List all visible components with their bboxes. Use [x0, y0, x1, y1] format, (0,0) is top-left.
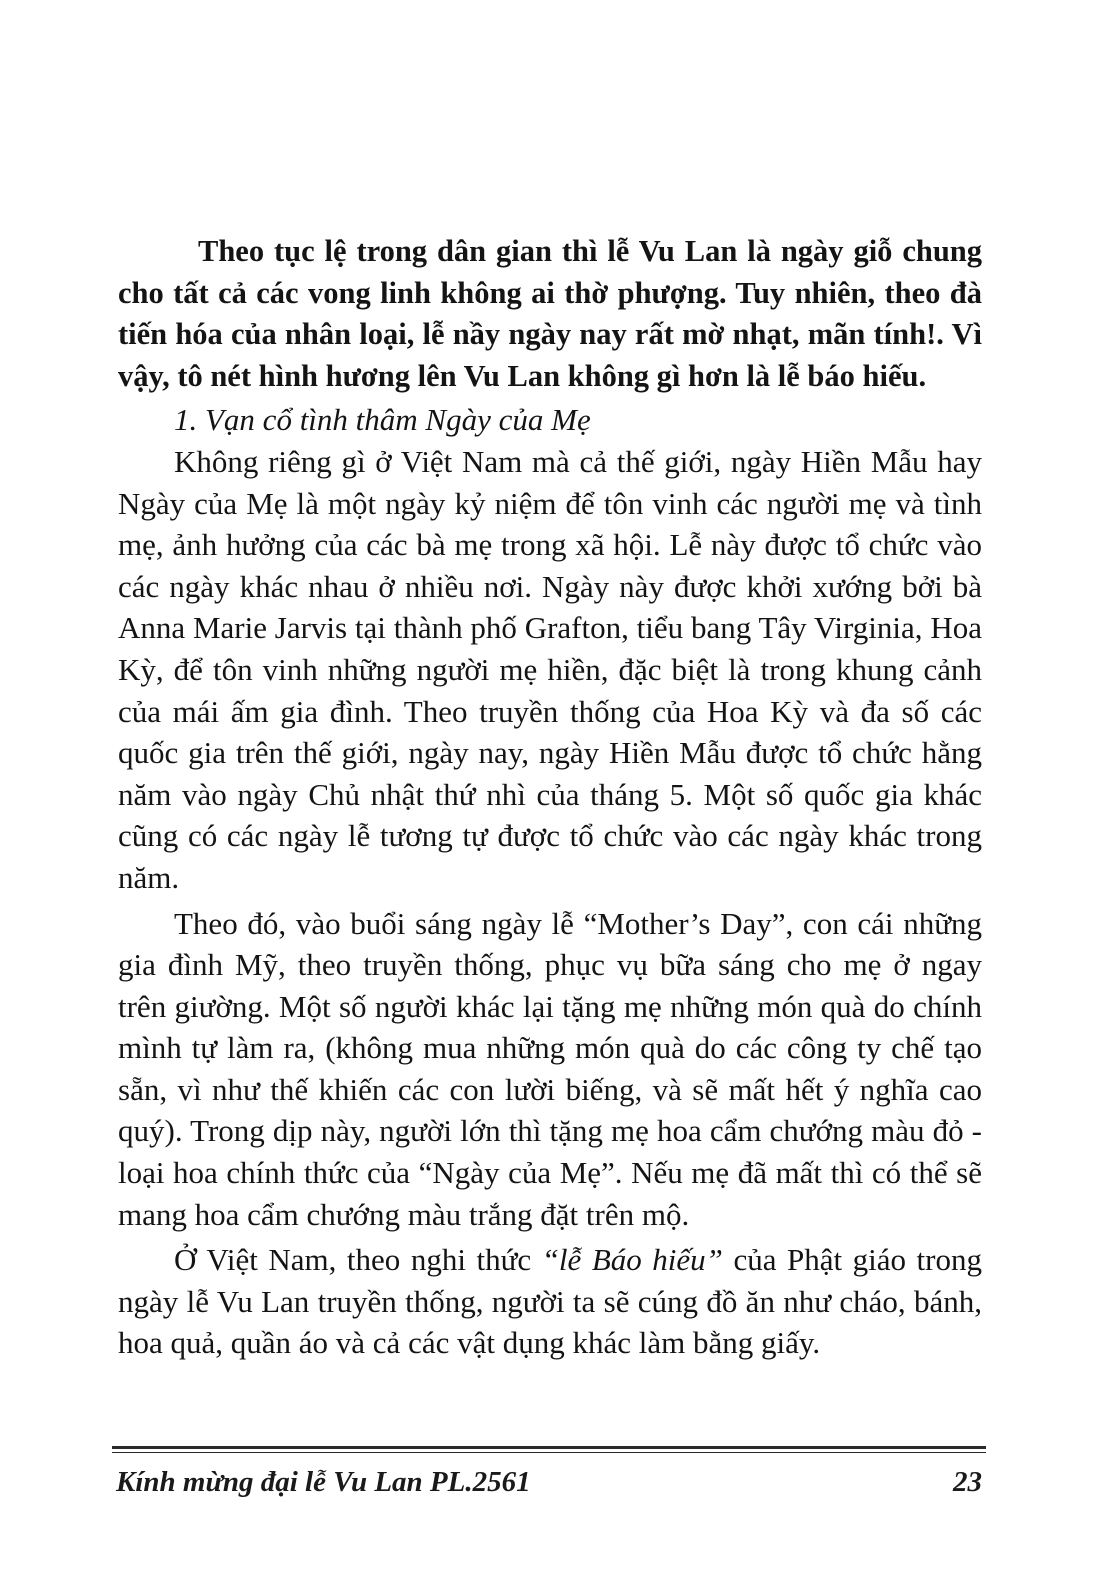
intro-paragraph: Theo tục lệ trong dân gian thì lễ Vu Lan là ngày giỗ chung cho tất cả các vong linh không ai thờ phượng. Tuy nhiên, theo đà tiến hóa của nhân loại, lễ nầy ngày nay rất mờ nhạt, mãn tính!. Vì vậy, tô nét hình hương lên Vu Lan không gì hơn là lễ báo hiếu. [118, 234, 982, 393]
paragraph-mothers-day-origin: Không riêng gì ở Việt Nam mà cả thế giới, ngày Hiền Mẫu hay Ngày của Mẹ là một ngày kỷ niệm để tôn vinh các người mẹ và tình mẹ, ảnh hưởng của các bà mẹ trong xã hội. Lễ này được tổ chức vào các ngày khác nhau ở nhiều nơi. Ngày này được khởi xướng bởi bà Anna Marie Jarvis tại thành phố Grafton, tiểu bang Tây Virginia, Hoa Kỳ, để tôn vinh những người mẹ hiền, đặc biệt là trong khung cảnh của mái ấm gia đình. Theo truyền thống của Hoa Kỳ và đa số các quốc gia trên thế giới, ngày nay, ngày Hiền Mẫu được tổ chức hằng năm vào ngày Chủ nhật thứ nhì của tháng 5. Một số quốc gia khác cũng có các ngày lễ tương tự được tổ chức vào các ngày khác trong năm. [118, 443, 982, 895]
vietnam-text-end: của Phật giáo trong ngày lễ Vu Lan truyền thống, người ta sẽ cúng đồ ăn như cháo, bánh, hoa quả, quần áo và cả các vật dụng khác làm bằng giấy. [118, 1242, 982, 1361]
footer-title: Kính mừng đại lễ Vu Lan PL.2561 [116, 1466, 531, 1498]
paragraph-vietnam-tradition [118, 1239, 982, 1364]
footer-rule-thin [112, 1452, 986, 1453]
paragraph-us-tradition: Theo đó, vào buổi sáng ngày lễ “Mother’s Day”, con cái những gia đình Mỹ, theo truyền thống, phục vụ bữa sáng cho mẹ ở ngay trên giường. Một số người khác lại tặng mẹ những món quà do chính mình tự làm ra, (không mua những món quà do các công ty chế tạo sẵn, vì như thế khiến các con lười biếng, và sẽ mất hết ý nghĩa cao quý). Trong dịp này, người lớn thì tặng mẹ hoa cẩm chướng màu đỏ - loại hoa chính thức của “Ngày của Mẹ”. Nếu mẹ đã mất thì có thể sẽ mang hoa cẩm chướng màu trắng đặt trên mộ. [118, 905, 982, 1232]
bao-hieu-term: “lễ Báo hiếu” [541, 1242, 723, 1278]
page-body [118, 231, 982, 1364]
section-heading: 1. Vạn cổ tình thâm Ngày của Mẹ [174, 402, 591, 438]
page-number: 23 [953, 1466, 982, 1498]
footer-rule-thick [112, 1446, 986, 1449]
page-footer [116, 1462, 982, 1502]
vietnam-text-start: Ở Việt Nam, theo nghi thức [174, 1242, 542, 1278]
